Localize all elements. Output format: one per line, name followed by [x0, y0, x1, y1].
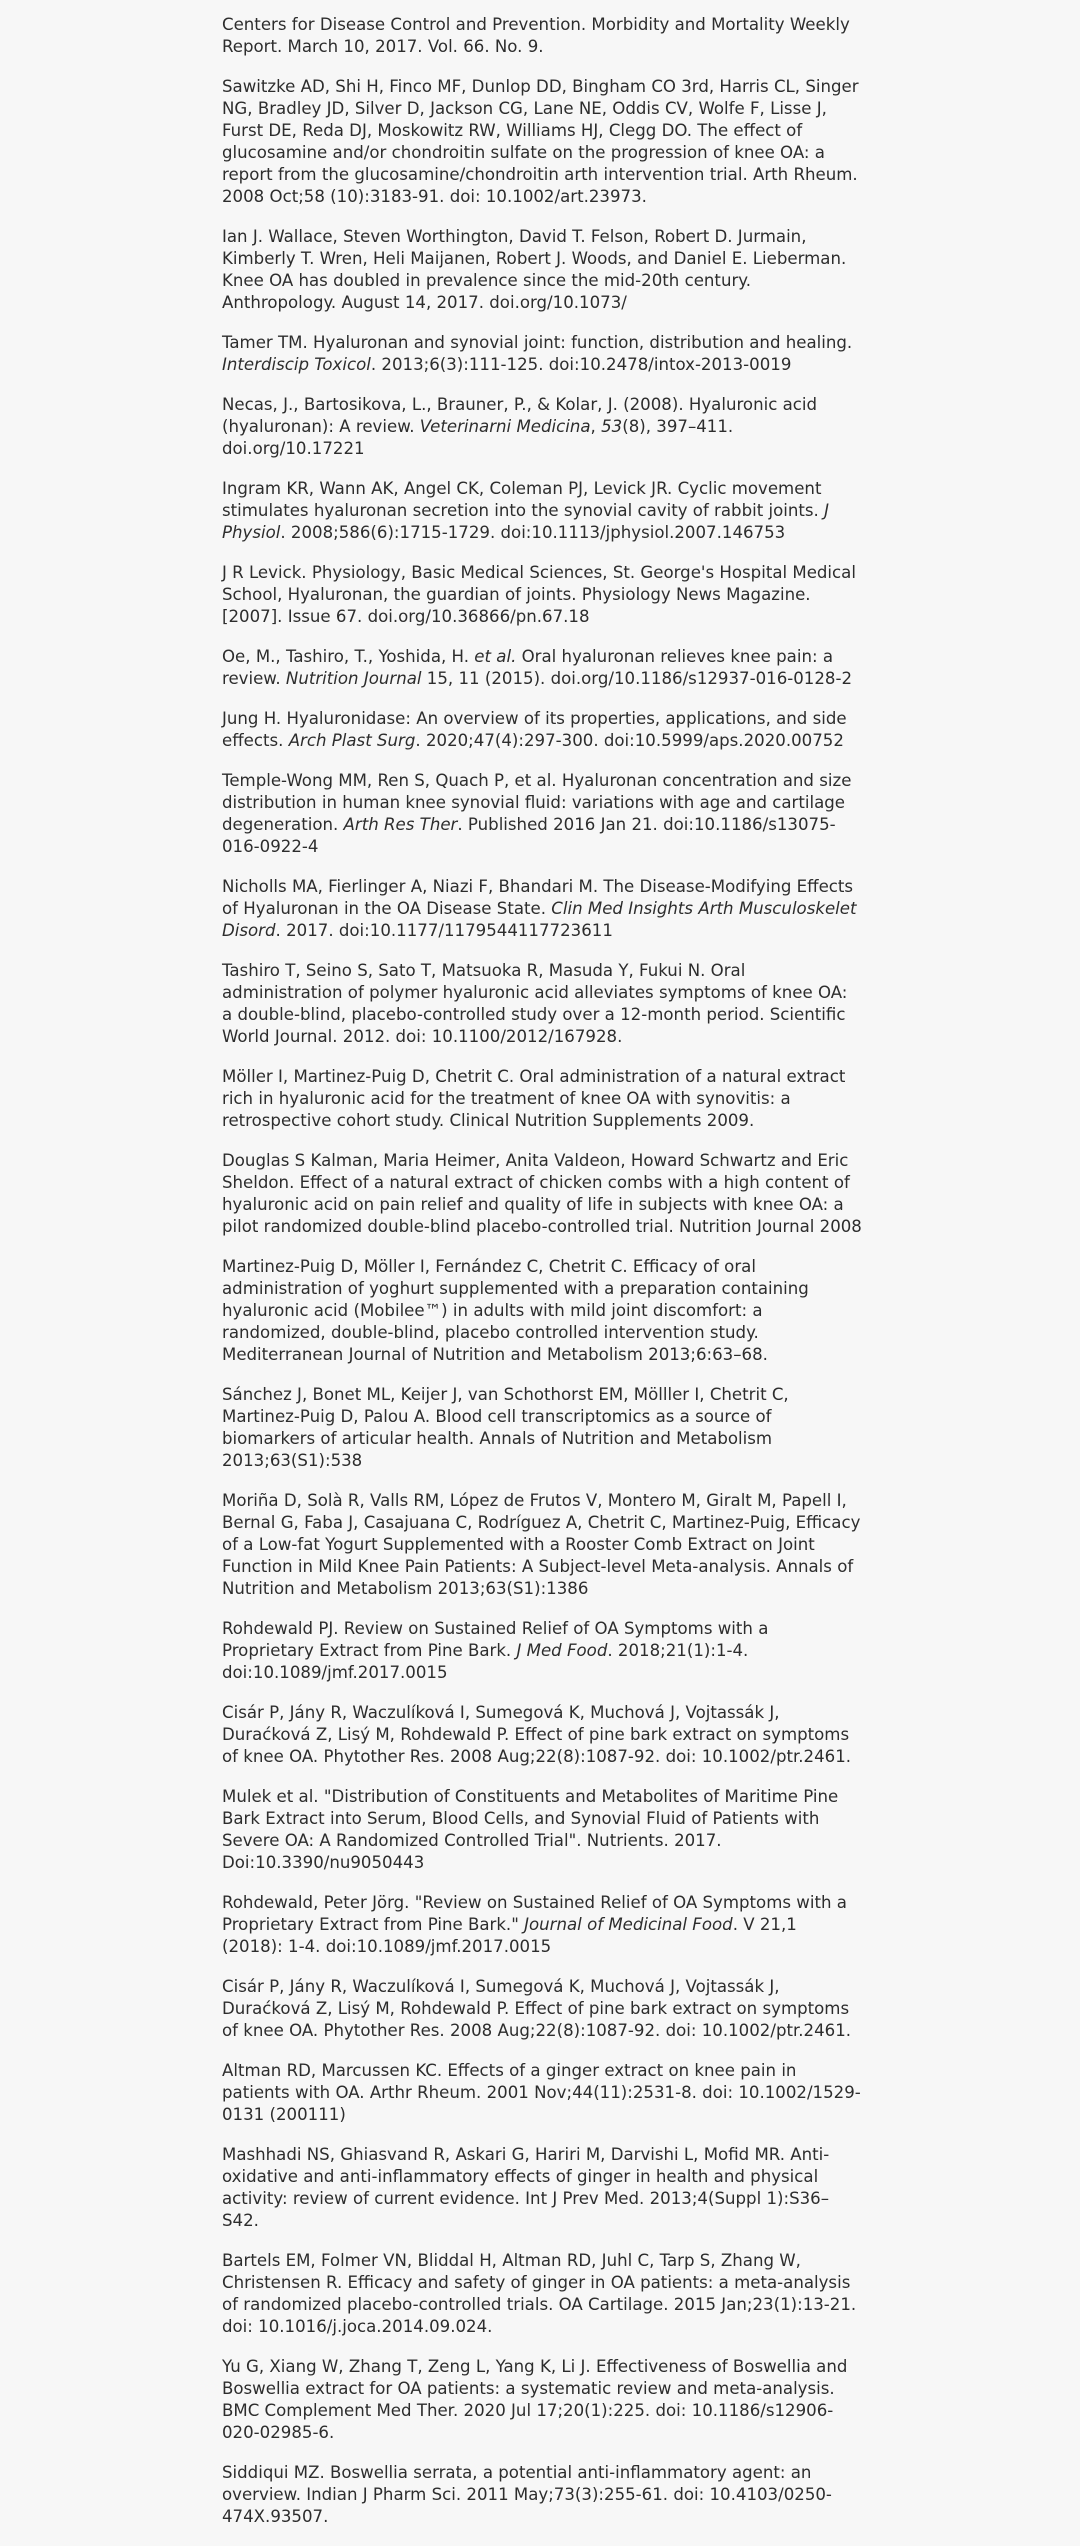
reference-item	[222, 562, 862, 628]
reference-list	[222, 14, 862, 2546]
reference-item	[222, 1786, 862, 1874]
reference-italic-text: Arch Plast Surg	[288, 731, 416, 750]
reference-text: 15, 11 (2015). doi.org/10.1186/s12937-016-0128-2	[421, 669, 853, 688]
reference-item	[222, 2060, 862, 2126]
reference-text: Tashiro T, Seino S, Sato T, Matsuoka R, Masuda Y, Fukui N. Oral administration of polymer hyaluronic acid alleviates symptoms of knee OA: a double-blind, placebo-controlled study over a 12-month period. Scientific World Journal. 2012. doi: 10.1100/2012/167928.	[222, 961, 848, 1046]
reference-text: J R Levick. Physiology, Basic Medical Sciences, St. George's Hospital Medical School, Hyaluronan, the guardian of joints. Physiology News Magazine. [2007]. Issue 67. doi.org/10.36866/pn.67.18	[222, 563, 856, 626]
reference-text: Altman RD, Marcussen KC. Effects of a ginger extract on knee pain in patients with OA. Arthr Rheum. 2001 Nov;44(11):2531-8. doi: 10.1002/1529-0131 (200111)	[222, 2061, 861, 2124]
reference-text: (8), 397–411. doi.org/10.17221	[222, 417, 734, 458]
reference-italic-text: 53	[601, 417, 623, 436]
reference-text: Jung H. Hyaluronidase: An overview of its properties, applications, and side effects.	[222, 709, 847, 750]
reference-item	[222, 646, 862, 690]
reference-text: Oe, M., Tashiro, T., Yoshida, H.	[222, 647, 475, 666]
reference-italic-text: Veterinarni Medicina	[419, 417, 591, 436]
reference-item	[222, 478, 862, 544]
reference-italic-text: Interdiscip Toxicol	[222, 355, 371, 374]
reference-text: Cisár P, Jány R, Waczulíková I, Sumegová K, Muchová J, Vojtassák J, Duraćková Z, Lisý M, Rohdewald P. Effect of pine bark extract on symptoms of knee OA. Phytother Res. 2008 Aug;22(8):1087-92. doi: 10.1002/ptr.2461.	[222, 1977, 852, 2040]
reference-text: Yu G, Xiang W, Zhang T, Zeng L, Yang K, Li J. Effectiveness of Boswellia and Boswellia extract for OA patients: a systematic review and meta-analysis. BMC Complement Med Ther. 2020 Jul 17;20(1):225. doi: 10.1186/s12906-020-02985-6.	[222, 2357, 848, 2442]
reference-text: Ian J. Wallace, Steven Worthington, David T. Felson, Robert D. Jurmain, Kimberly T. Wren, Heli Maijanen, Robert J. Woods, and Daniel E. Lieberman. Knee OA has doubled in prevalence since the mid-20th century. Anthropology. August 14, 2017. doi.org/10.1073/	[222, 227, 847, 312]
reference-text: Martinez-Puig D, Möller I, Fernández C, Chetrit C. Efficacy of oral administration of yoghurt supplemented with a preparation containing hyaluronic acid (Mobilee™) in adults with mild joint discomfort: a randomized, double-blind, placebo controlled intervention study. Mediterranean Journal of Nutrition and Metabolism 2013;6:63–68.	[222, 1257, 809, 1364]
reference-item	[222, 960, 862, 1048]
reference-text: Nicholls MA, Fierlinger A, Niazi F, Bhandari M. The Disease-Modifying Effects of Hyaluronan in the OA Disease State.	[222, 877, 854, 918]
reference-text: Centers for Disease Control and Prevention. Morbidity and Mortality Weekly Report. March 10, 2017. Vol. 66. No. 9.	[222, 15, 850, 56]
reference-item	[222, 2462, 862, 2528]
reference-item	[222, 1892, 862, 1958]
reference-text: Cisár P, Jány R, Waczulíková I, Sumegová K, Muchová J, Vojtassák J, Duraćková Z, Lisý M, Rohdewald P. Effect of pine bark extract on symptoms of knee OA. Phytother Res. 2008 Aug;22(8):1087-92. doi: 10.1002/ptr.2461.	[222, 1703, 852, 1766]
reference-text: . 2020;47(4):297-300. doi:10.5999/aps.2020.00752	[415, 731, 844, 750]
reference-item	[222, 76, 862, 208]
reference-italic-text: J Physiol	[222, 501, 830, 542]
reference-item	[222, 876, 862, 942]
reference-italic-text: et al.	[474, 647, 517, 666]
reference-item	[222, 1490, 862, 1600]
reference-item	[222, 1150, 862, 1238]
reference-item	[222, 226, 862, 314]
reference-item	[222, 2356, 862, 2444]
reference-text: Sánchez J, Bonet ML, Keijer J, van Schothorst EM, Mölller I, Chetrit C, Martinez-Puig D, Palou A. Blood cell transcriptomics as a source of biomarkers of articular health. Annals of Nutrition and Metabolism 2013;63(S1):538	[222, 1385, 789, 1470]
reference-text: Douglas S Kalman, Maria Heimer, Anita Valdeon, Howard Schwartz and Eric Sheldon. Effect of a natural extract of chicken combs with a high content of hyaluronic acid on pain relief and quality of life in subjects with knee OA: a pilot randomized double-blind placebo-controlled trial. Nutrition Journal 2008	[222, 1151, 862, 1236]
reference-item	[222, 1618, 862, 1684]
reference-italic-text: J Med Food	[516, 1641, 608, 1660]
reference-text: . Published 2016 Jan 21. doi:10.1186/s13075-016-0922-4	[222, 815, 836, 856]
reference-text: Bartels EM, Folmer VN, Bliddal H, Altman RD, Juhl C, Tarp S, Zhang W, Christensen R. Efficacy and safety of ginger in OA patients: a meta-analysis of randomized placebo-controlled trials. OA Cartilage. 2015 Jan;23(1):13-21. doi: 10.1016/j.joca.2014.09.024.	[222, 2251, 857, 2336]
reference-text: Mulek et al. "Distribution of Constituents and Metabolites of Maritime Pine Bark Extract into Serum, Blood Cells, and Synovial Fluid of Patients with Severe OA: A Randomized Controlled Trial". Nutrients. 2017. Doi:10.3390/nu9050443	[222, 1787, 839, 1872]
reference-text: . 2008;586(6):1715-1729. doi:10.1113/jphysiol.2007.146753	[280, 523, 786, 542]
reference-item	[222, 394, 862, 460]
reference-text: . 2013;6(3):111-125. doi:10.2478/intox-2013-0019	[370, 355, 792, 374]
reference-text: Sawitzke AD, Shi H, Finco MF, Dunlop DD, Bingham CO 3rd, Harris CL, Singer NG, Bradley JD, Silver D, Jackson CG, Lane NE, Oddis CV, Wolfe F, Lisse J, Furst DE, Reda DJ, Moskowitz RW, Williams HJ, Clegg DO. The effect of glucosamine and/or chondroitin sulfate on the progression of knee OA: a report from the glucosamine/chondroitin arth intervention trial. Arth Rheum. 2008 Oct;58 (10):3183-91. doi: 10.1002/art.23973.	[222, 77, 859, 206]
reference-italic-text: Journal of Medicinal Food	[524, 1915, 733, 1934]
reference-text: . V 21,1 (2018): 1-4. doi:10.1089/jmf.2017.0015	[222, 1915, 797, 1956]
reference-item	[222, 770, 862, 858]
reference-item	[222, 1384, 862, 1472]
reference-text: Temple-Wong MM, Ren S, Quach P, et al. Hyaluronan concentration and size distribution in human knee synovial fluid: variations with age and cartilage degeneration.	[222, 771, 852, 834]
reference-text: ,	[590, 417, 602, 436]
reference-text: Siddiqui MZ. Boswellia serrata, a potential anti-inflammatory agent: an overview. Indian J Pharm Sci. 2011 May;73(3):255-61. doi: 10.4103/0250-474X.93507.	[222, 2463, 832, 2526]
reference-italic-text: Nutrition Journal	[285, 669, 422, 688]
reference-text: . 2018;21(1):1-4. doi:10.1089/jmf.2017.0015	[222, 1641, 749, 1682]
reference-text: Tamer TM. Hyaluronan and synovial joint: function, distribution and healing.	[222, 333, 853, 352]
reference-item	[222, 14, 862, 58]
reference-text: Moriña D, Solà R, Valls RM, López de Frutos V, Montero M, Giralt M, Papell I, Bernal G, Faba J, Casajuana C, Rodríguez A, Chetrit C, Martinez-Puig, Efficacy of a Low-fat Yogurt Supplemented with a Rooster Comb Extract on Joint Function in Mild Knee Pain Patients: A Subject-level Meta-analysis. Annals of Nutrition and Metabolism 2013;63(S1):1386	[222, 1491, 861, 1598]
reference-text: Mashhadi NS, Ghiasvand R, Askari G, Hariri M, Darvishi L, Mofid MR. Anti-oxidative and anti-inflammatory effects of ginger in health and physical activity: review of current evidence. Int J Prev Med. 2013;4(Suppl 1):S36–S42.	[222, 2145, 830, 2230]
reference-item	[222, 2144, 862, 2232]
reference-text: Möller I, Martinez-Puig D, Chetrit C. Oral administration of a natural extract rich in hyaluronic acid for the treatment of knee OA with synovitis: a retrospective cohort study. Clinical Nutrition Supplements 2009.	[222, 1067, 846, 1130]
reference-text: . 2017. doi:10.1177/1179544117723611	[275, 921, 613, 940]
reference-italic-text: Arth Res Ther	[343, 815, 458, 834]
reference-text: Rohdewald, Peter Jörg. "Review on Sustained Relief of OA Symptoms with a Proprietary Extract from Pine Bark."	[222, 1893, 847, 1934]
reference-item	[222, 708, 862, 752]
reference-text: Ingram KR, Wann AK, Angel CK, Coleman PJ, Levick JR. Cyclic movement stimulates hyaluronan secretion into the synovial cavity of rabbit joints.	[222, 479, 825, 520]
reference-text: Oral hyaluronan relieves knee pain: a review.	[222, 647, 834, 688]
reference-item	[222, 1066, 862, 1132]
reference-text: Necas, J., Bartosikova, L., Brauner, P., & Kolar, J. (2008). Hyaluronic acid (hyaluronan): A review.	[222, 395, 818, 436]
reference-item	[222, 2250, 862, 2338]
reference-item	[222, 1256, 862, 1366]
reference-text: Rohdewald PJ. Review on Sustained Relief of OA Symptoms with a Proprietary Extract from Pine Bark.	[222, 1619, 769, 1660]
reference-item	[222, 332, 862, 376]
reference-italic-text: Clin Med Insights Arth Musculoskelet Disord	[222, 899, 857, 940]
reference-item	[222, 1976, 862, 2042]
reference-item	[222, 1702, 862, 1768]
